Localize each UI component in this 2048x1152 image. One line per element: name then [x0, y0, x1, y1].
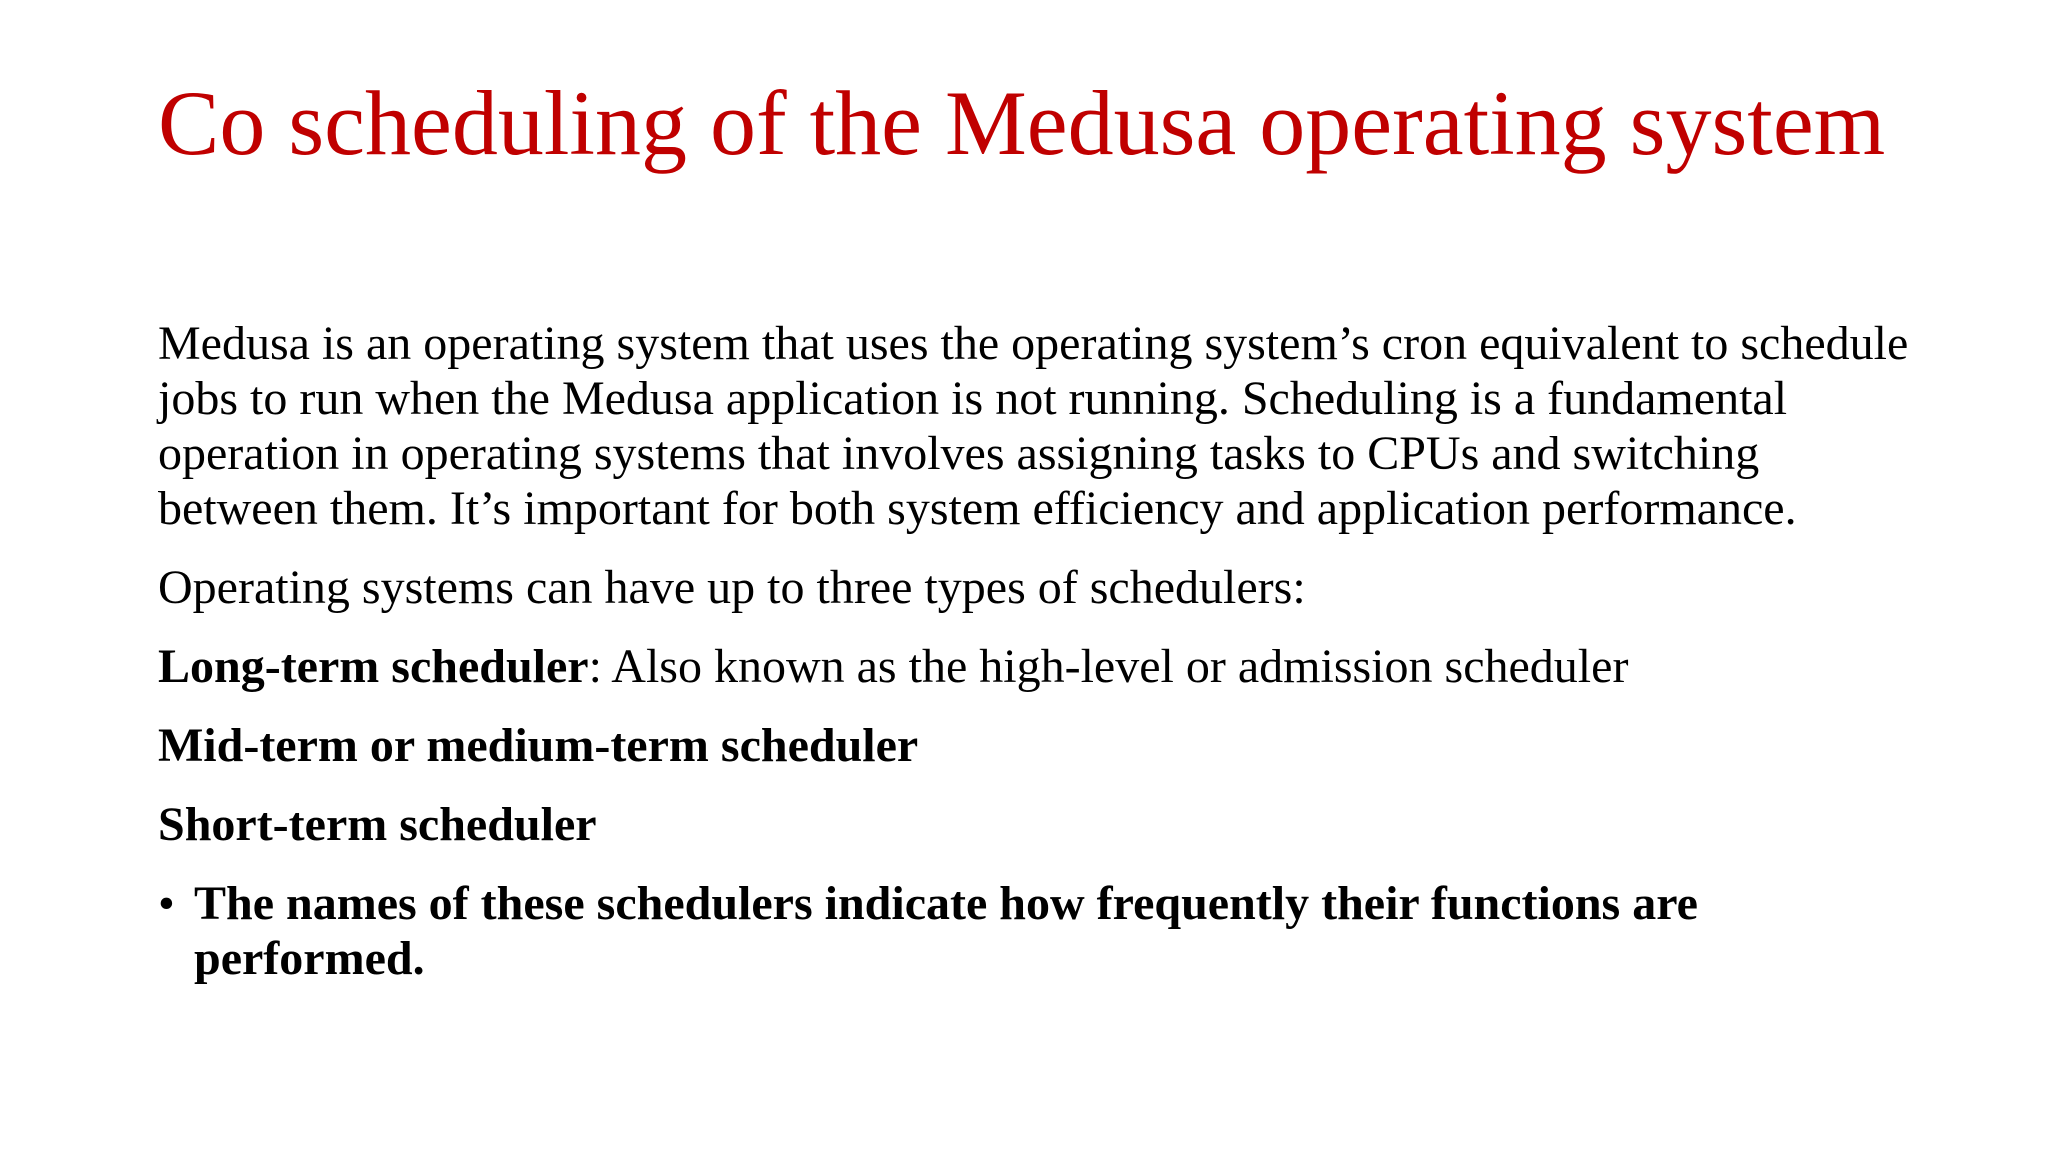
- long-term-scheduler-description: : Also known as the high-level or admission scheduler: [588, 640, 1629, 693]
- scheduler-types-intro: Operating systems can have up to three types of schedulers:: [158, 561, 1306, 614]
- long-term-scheduler-line: [158, 639, 1918, 694]
- long-term-scheduler-label: Long-term scheduler: [158, 640, 589, 693]
- bullet-marker: •: [158, 877, 175, 930]
- slide-body: [158, 316, 1918, 986]
- intro-paragraph: Medusa is an operating system that uses the operating system’s cron equivalent to schedule jobs to run when the Medusa application is not running. Scheduling is a fundamental operation in operating systems that involves assigning tasks to CPUs and switching between them. It’s important for both system efficiency and application performance.: [158, 317, 1909, 535]
- mid-term-scheduler-line: Mid-term or medium-term scheduler: [158, 719, 919, 772]
- slide-title: Co scheduling of the Medusa operating system: [158, 72, 1886, 174]
- bullet-text: The names of these schedulers indicate how frequently their functions are performed.: [194, 877, 1698, 985]
- bullet-item: [158, 876, 1918, 986]
- short-term-scheduler-line: Short-term scheduler: [158, 798, 597, 851]
